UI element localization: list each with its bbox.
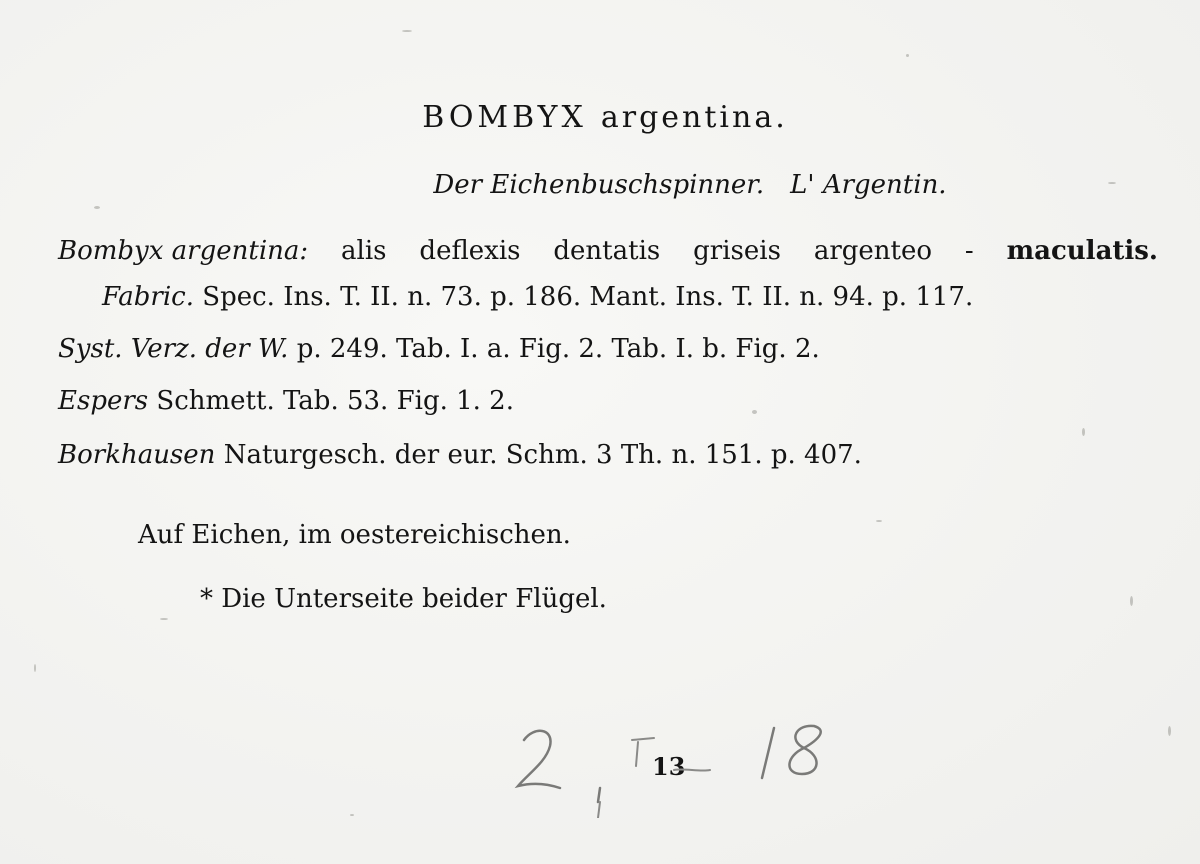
title-species: argentina. <box>600 100 788 135</box>
paper-speck <box>34 664 36 672</box>
reference-text: p. 249. Tab. I. a. Fig. 2. Tab. I. b. Fig. 2. <box>296 334 820 364</box>
reference-text: Naturgesch. der eur. Schm. 3 Th. n. 151. p. 407. <box>223 440 862 470</box>
paper-speck <box>752 410 757 414</box>
paper-speck <box>1168 726 1171 736</box>
description-word: alis <box>341 236 387 266</box>
description-word: argenteo <box>813 236 933 266</box>
paper-speck <box>160 618 168 620</box>
french-name: L' Argentin. <box>790 170 947 200</box>
species-description <box>58 236 1158 266</box>
reference-line <box>58 334 820 364</box>
description-word: deflexis <box>419 236 521 266</box>
reference-author: Espers <box>58 386 149 416</box>
description-word: griseis <box>693 236 781 266</box>
reference-author: Fabric. <box>102 282 194 312</box>
description-word: - <box>964 236 974 266</box>
common-names <box>0 170 1200 200</box>
german-name: Der Eichenbuschspinner. <box>433 170 765 200</box>
paper-speck <box>1082 428 1085 436</box>
title-genus: BOMBYX <box>422 100 587 135</box>
reference-line <box>58 440 862 470</box>
description-word: maculatis. <box>1006 236 1158 266</box>
habitat-note: Auf Eichen, im oestereichischen. <box>138 520 571 550</box>
reference-author: Borkhausen <box>58 440 216 470</box>
handwritten-annotation <box>504 718 844 818</box>
underside-note: * Die Unterseite beider Flügel. <box>200 584 607 614</box>
paper-speck <box>94 206 100 209</box>
reference-line <box>102 282 973 312</box>
reference-text: Schmett. Tab. 53. Fig. 1. 2. <box>156 386 514 416</box>
paper-speck <box>1130 596 1133 606</box>
reference-text: Spec. Ins. T. II. n. 73. p. 186. Mant. Ins. T. II. n. 94. p. 117. <box>202 282 974 312</box>
reference-author: Syst. Verz. der W. <box>58 334 289 364</box>
species-name: Bombyx argentina: <box>58 236 309 266</box>
paper-speck <box>876 520 882 522</box>
paper-speck <box>906 54 909 57</box>
paper-speck <box>402 30 412 32</box>
paper-speck <box>350 814 354 816</box>
description-word: dentatis <box>553 236 661 266</box>
page-title <box>0 100 1200 135</box>
reference-line <box>58 386 514 416</box>
page-number: 13 <box>652 752 686 781</box>
